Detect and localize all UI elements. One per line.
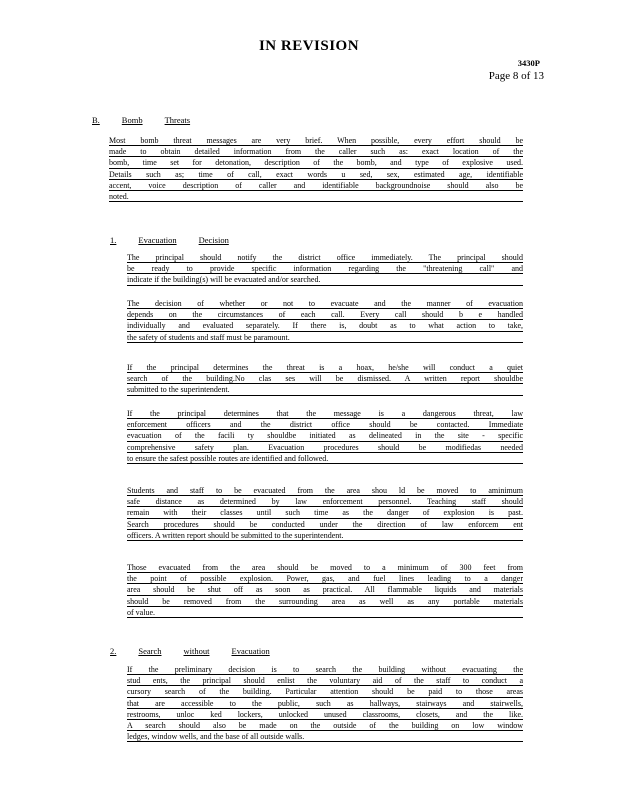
text-line: that are accessible to the public, such as hallways, stairways and stairwells, [127, 698, 523, 708]
text-line: depends on the circumstances of each call. Every call should b e handled [127, 310, 523, 320]
section-1-paragraph-5 [127, 485, 523, 541]
text-line: bomb, time set for detonation, description of the bomb, and type of explosive used. [109, 158, 523, 168]
section-2-paragraph [127, 664, 523, 742]
text-line: be ready to provide specific information regarding the "threatening call" and [127, 264, 523, 274]
text-line: A search should also be made on the outside of the building on low window [127, 720, 523, 730]
text-line: stud ents, the principal should enlist the voluntary aid of the staff to conduct a [127, 676, 523, 686]
text-line: should be removed from the surrounding area as well as any portable materials [127, 596, 523, 606]
text-line: evacuation of the facili ty shouldbe initiated as delineated in the site - specific [127, 431, 523, 441]
section-b-letter: B. [92, 115, 100, 125]
section-1-word-1: Evacuation [138, 235, 177, 245]
section-1-paragraph-1 [127, 252, 523, 286]
text-line: search of the building.No clas ses will be dismissed. A written report shouldbe [127, 374, 523, 384]
text-line: If the preliminary decision is to search the building without evacuating the [127, 665, 523, 674]
section-2-word-1: Search [138, 646, 162, 656]
section-1-paragraph-2 [127, 298, 523, 343]
section-2-word-3: Evacuation [231, 646, 270, 656]
text-line: The principal should notify the district office immediately. The principal should [127, 253, 523, 262]
text-line: officers. A written report should be submitted to the superintendent. [127, 530, 523, 541]
text-line: area should be shut off as soon as practical. All flammable liquids and materials [127, 585, 523, 595]
text-line: submitted to the superintendent. [127, 384, 523, 395]
section-1-heading [110, 235, 229, 245]
section-1-number: 1. [110, 235, 117, 245]
policy-code: 3430P [517, 58, 540, 68]
page-number: Page 8 of 13 [488, 70, 544, 82]
text-line: individually and evaluated separately. If there is, doubt as to what action to take, [127, 321, 523, 331]
text-line: Students and staff to be evacuated from the area shou ld be moved to aminimum [127, 486, 523, 495]
text-line: accent, voice description of caller and identifiable backgroundnoise should also be [109, 180, 523, 190]
text-line: Search procedures should be conducted under the direction of law enforcem ent [127, 519, 523, 529]
section-2-heading [110, 646, 270, 656]
text-line: made to obtain detailed information from the caller such as: exact location of the [109, 147, 523, 157]
section-b-word-1: Bomb [121, 115, 143, 125]
section-1-paragraph-6 [127, 562, 523, 618]
text-line: to ensure the safest possible routes are identified and followed. [127, 453, 523, 464]
text-line: Those evacuated from the area should be moved to a minimum of 300 feet from [127, 563, 523, 572]
section-b-word-2: Threats [164, 115, 191, 125]
text-line: enforcement officers and the district office should be contacted. Immediate [127, 420, 523, 430]
section-b-paragraph [109, 135, 523, 202]
text-line: comprehensive safety plan. Evacuation procedures should be modifiedas needed [127, 442, 523, 452]
text-line: noted. [109, 191, 523, 202]
section-1-paragraph-3 [127, 362, 523, 396]
text-line: Most bomb threat messages are very brief. When possible, every effort should be [109, 136, 523, 145]
text-line: cursory search of the building. Particular attention should be paid to those areas [127, 687, 523, 697]
section-2-number: 2. [110, 646, 117, 656]
text-line: If the principal determines that the message is a dangerous threat, law [127, 409, 523, 418]
text-line: indicate if the building(s) will be evacuated and/or searched. [127, 274, 523, 285]
text-line: remain with their classes until such time as the danger of explosion is past. [127, 508, 523, 518]
text-line: the point of possible explosion. Power, gas, and fuel lines leading to a danger [127, 574, 523, 584]
section-1-word-2: Decision [198, 235, 229, 245]
text-line: restrooms, unloc ked lockers, unlocked unused classrooms, closets, and the like. [127, 709, 523, 719]
text-line: safe distance as determined by law enforcement personnel. Teaching staff should [127, 497, 523, 507]
text-line: Details such as; time of call, exact words u sed, sex, estimated age, identifiable [109, 169, 523, 179]
section-1-paragraph-4 [127, 408, 523, 464]
text-line: the safety of students and staff must be paramount. [127, 332, 523, 343]
text-line: of value. [127, 607, 523, 618]
document-title: IN REVISION [258, 38, 360, 54]
text-line: If the principal determines the threat is a hoax, he/she will conduct a quiet [127, 363, 523, 372]
section-b-heading [92, 115, 190, 125]
section-2-word-2: without [183, 646, 210, 656]
text-line: ledges, window wells, and the base of all outside walls. [127, 731, 523, 742]
text-line: The decision of whether or not to evacuate and the manner of evacuation [127, 299, 523, 308]
